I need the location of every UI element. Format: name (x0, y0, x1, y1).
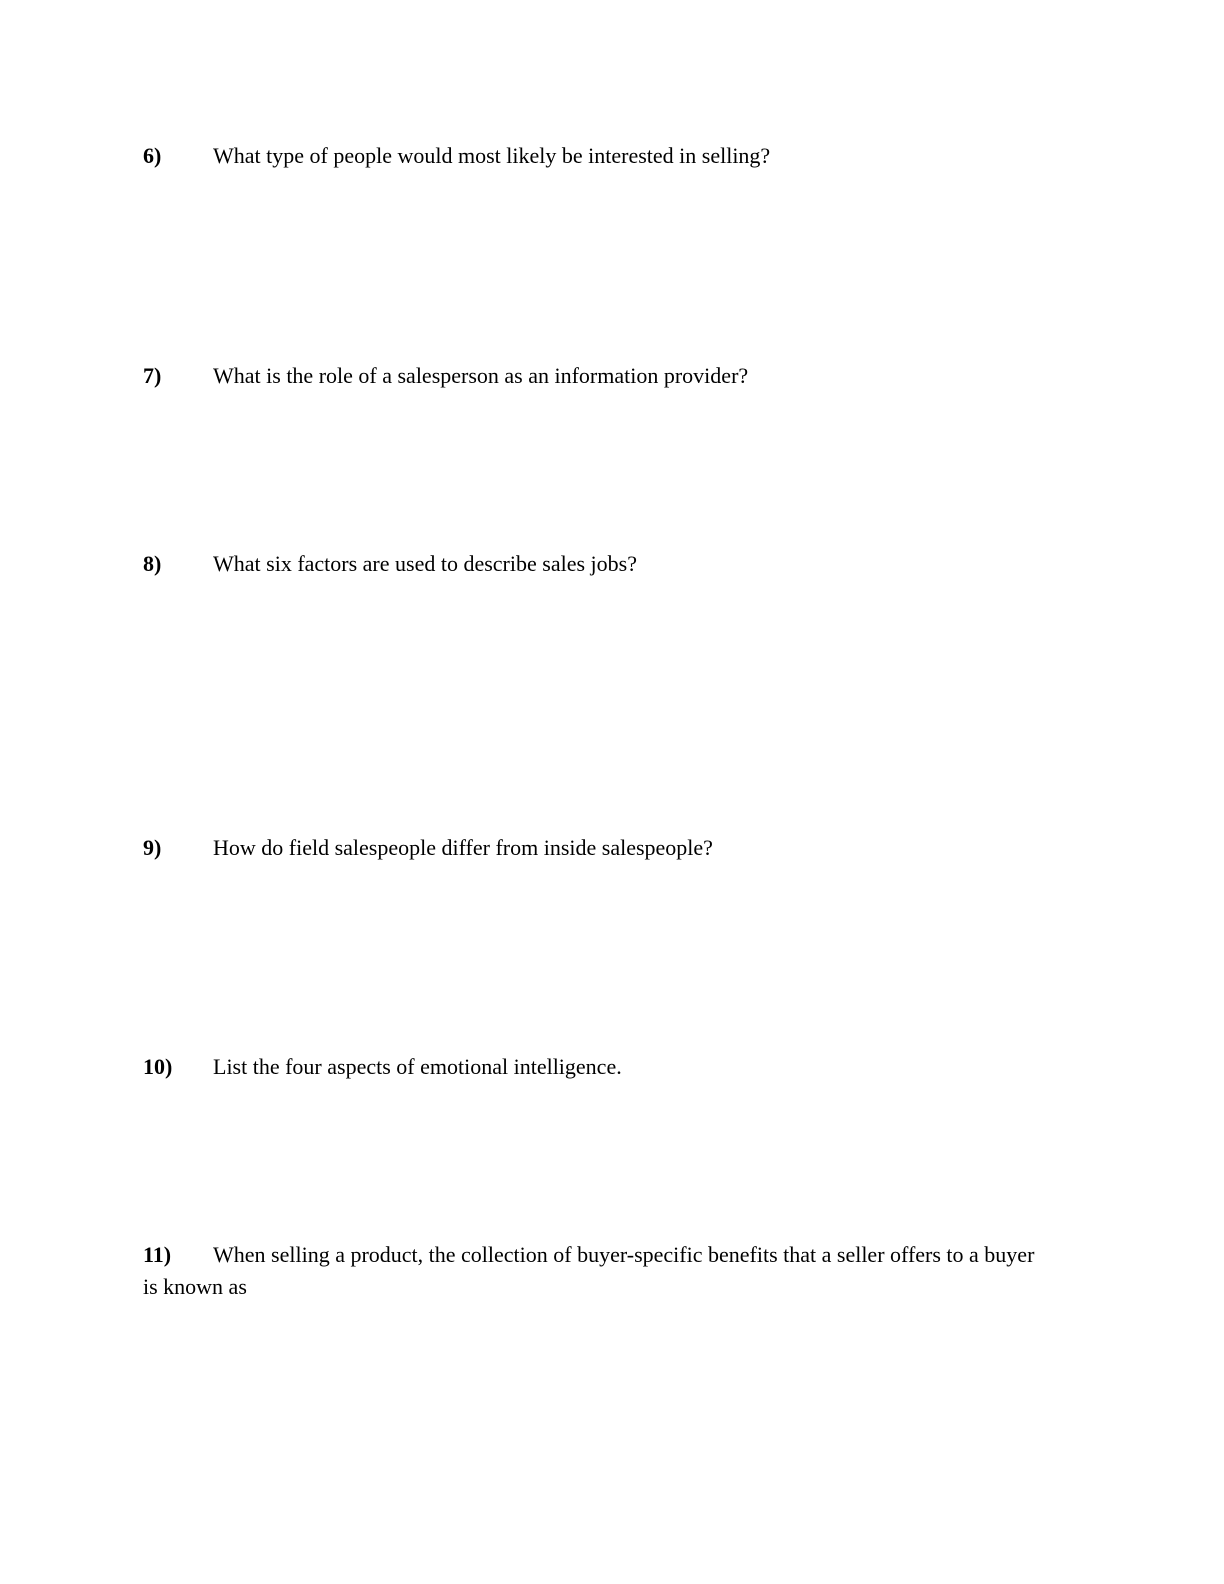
question-number: 6) (143, 143, 162, 168)
question-6 (143, 140, 1053, 172)
question-number: 8) (143, 551, 162, 576)
question-number: 9) (143, 835, 162, 860)
question-text: When selling a product, the collection of buyer-specific benefits that a seller offers to a buyer is known as (143, 1242, 1035, 1299)
question-number: 10) (143, 1054, 173, 1079)
question-text: What type of people would most likely be interested in selling? (213, 143, 771, 168)
question-text: What is the role of a salesperson as an information provider? (213, 363, 749, 388)
question-number: 11) (143, 1242, 172, 1267)
question-text: List the four aspects of emotional intelligence. (213, 1054, 622, 1079)
question-text: What six factors are used to describe sales jobs? (213, 551, 637, 576)
question-10 (143, 1051, 1053, 1083)
question-7 (143, 360, 1053, 392)
question-9 (143, 832, 1053, 864)
question-8 (143, 548, 1053, 580)
question-text: How do field salespeople differ from inside salespeople? (213, 835, 713, 860)
question-number: 7) (143, 363, 162, 388)
question-11 (143, 1239, 1053, 1303)
